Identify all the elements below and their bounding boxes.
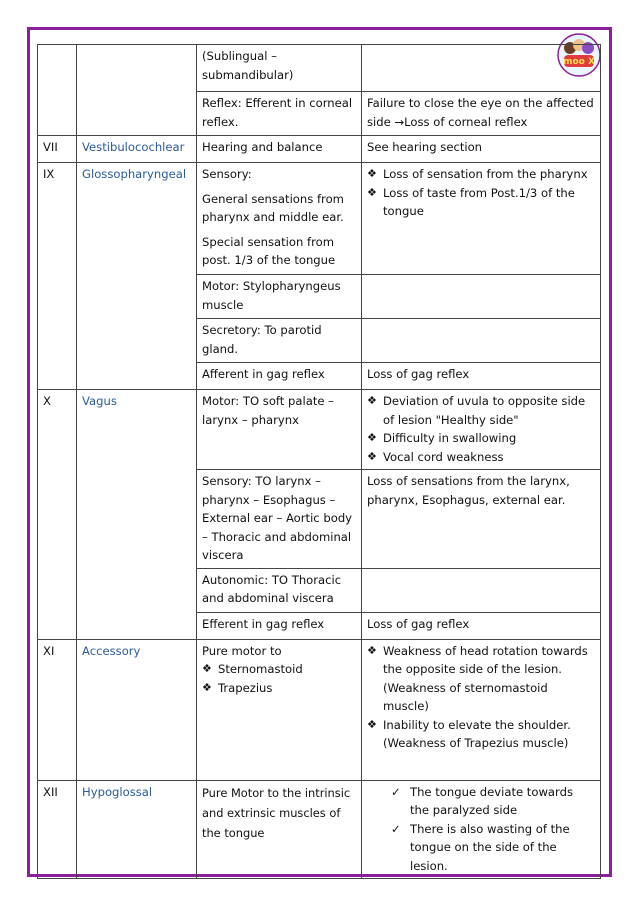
- list-item: ❖ Deviation of uvula to opposite side of lesion "Healthy side": [367, 394, 586, 427]
- list-item: ❖ Trapezius: [202, 679, 356, 698]
- nerve-number: XI: [38, 639, 77, 780]
- table-row: [38, 639, 601, 780]
- list-item: ✓ The tongue deviate towards the paralyzed side: [391, 784, 573, 817]
- lesion-cell: [362, 568, 601, 612]
- cranial-nerve-table: [37, 44, 601, 879]
- function-cell: [197, 163, 362, 275]
- diamond-bullet-icon: ❖: [367, 394, 377, 407]
- table-row: [38, 136, 601, 163]
- lesion-cell: [362, 45, 601, 92]
- lesion-cell: [362, 319, 601, 363]
- nerve-name-cell: [77, 45, 197, 136]
- nerve-number: X: [38, 390, 77, 640]
- nerve-number: XII: [38, 780, 77, 879]
- sensory-general: General sensations from pharynx and middle ear.: [202, 191, 344, 224]
- diamond-bullet-icon: ❖: [202, 662, 212, 675]
- diamond-bullet-icon: ❖: [367, 167, 377, 180]
- svg-text:moo X: moo X: [563, 57, 595, 67]
- list-item: ❖ Inability to elevate the shoulder. (Weakness of Trapezius muscle): [367, 717, 571, 750]
- lesion-cell: [362, 780, 601, 879]
- function-cell: Autonomic: TO Thoracic and abdominal viscera: [197, 568, 362, 612]
- diamond-bullet-icon: ❖: [367, 431, 377, 444]
- nerve-name: Accessory: [77, 639, 197, 780]
- diamond-bullet-icon: ❖: [367, 643, 377, 657]
- lesion-cell: Failure to close the eye on the affected side →Loss of corneal reflex: [362, 92, 601, 136]
- diamond-bullet-icon: ❖: [202, 680, 212, 694]
- lesion-list: [367, 165, 595, 221]
- nerve-name: Vagus: [77, 390, 197, 640]
- function-cell: Motor: Stylopharyngeus muscle: [197, 275, 362, 319]
- lesion-cell: Loss of sensations from the larynx, pharynx, Esophagus, external ear.: [362, 470, 601, 569]
- function-cell: Motor: TO soft palate – larynx – pharynx: [197, 390, 362, 470]
- nerve-number: IX: [38, 163, 77, 390]
- lesion-cell: Loss of gag reflex: [362, 612, 601, 639]
- list-item: ❖ Loss of sensation from the pharynx: [367, 165, 595, 184]
- table-row: [38, 780, 601, 879]
- lesion-cell: [362, 163, 601, 275]
- sensory-special: Special sensation from post. 1/3 of the tongue: [202, 234, 336, 267]
- diamond-bullet-icon: ❖: [367, 449, 377, 463]
- table-row: [38, 390, 601, 470]
- function-cell: Afferent in gag reflex: [197, 363, 362, 390]
- list-item: ❖ Sternomastoid: [202, 660, 356, 679]
- nerve-number: VII: [38, 136, 77, 163]
- nerve-name: Glossopharyngeal: [77, 163, 197, 390]
- check-icon: ✓: [391, 821, 401, 836]
- function-cell: Secretory: To parotid gland.: [197, 319, 362, 363]
- list-item: ❖ Difficulty in swallowing: [367, 429, 595, 448]
- table-row: [38, 45, 601, 92]
- lesion-list: [367, 642, 595, 753]
- nerve-number-cell: [38, 45, 77, 136]
- diamond-bullet-icon: ❖: [367, 185, 377, 199]
- function-cell: Sensory: TO larynx – pharynx – Esophagus – External ear – Aortic body – Thoracic and abdominal viscera: [197, 470, 362, 569]
- table-row: [38, 163, 601, 275]
- list-item: ✓ There is also wasting of the tongue on the side of the lesion.: [391, 821, 570, 873]
- function-cell: Reflex: Efferent in corneal reflex.: [197, 92, 362, 136]
- lesion-cell: [362, 275, 601, 319]
- function-cell: [197, 639, 362, 780]
- lesion-cell: See hearing section: [362, 136, 601, 163]
- list-item: ❖ Vocal cord weakness: [367, 448, 595, 467]
- function-list: [202, 660, 356, 697]
- function-cell: (Sublingual – submandibular): [197, 45, 362, 92]
- list-item: ❖ Loss of taste from Post.1/3 of the tongue: [367, 185, 575, 218]
- function-cell: Hearing and balance: [197, 136, 362, 163]
- sensory-title: Sensory:: [202, 167, 252, 181]
- lesion-cell: Loss of gag reflex: [362, 363, 601, 390]
- nerve-name: Hypoglossal: [77, 780, 197, 879]
- nerve-name: Vestibulocochlear: [77, 136, 197, 163]
- check-icon: ✓: [391, 784, 401, 799]
- lesion-list: [367, 392, 595, 466]
- lesion-cell: [362, 639, 601, 780]
- function-title: Pure motor to: [202, 643, 282, 658]
- list-item: ❖ Weakness of head rotation towards the opposite side of the lesion. (Weakness of sternomastoid muscle): [367, 643, 588, 713]
- lesion-cell: [362, 390, 601, 470]
- lesion-list: [367, 783, 595, 876]
- function-cell: Pure Motor to the intrinsic and extrinsic muscles of the tongue: [197, 780, 362, 879]
- diamond-bullet-icon: ❖: [367, 717, 377, 731]
- function-cell: Efferent in gag reflex: [197, 612, 362, 639]
